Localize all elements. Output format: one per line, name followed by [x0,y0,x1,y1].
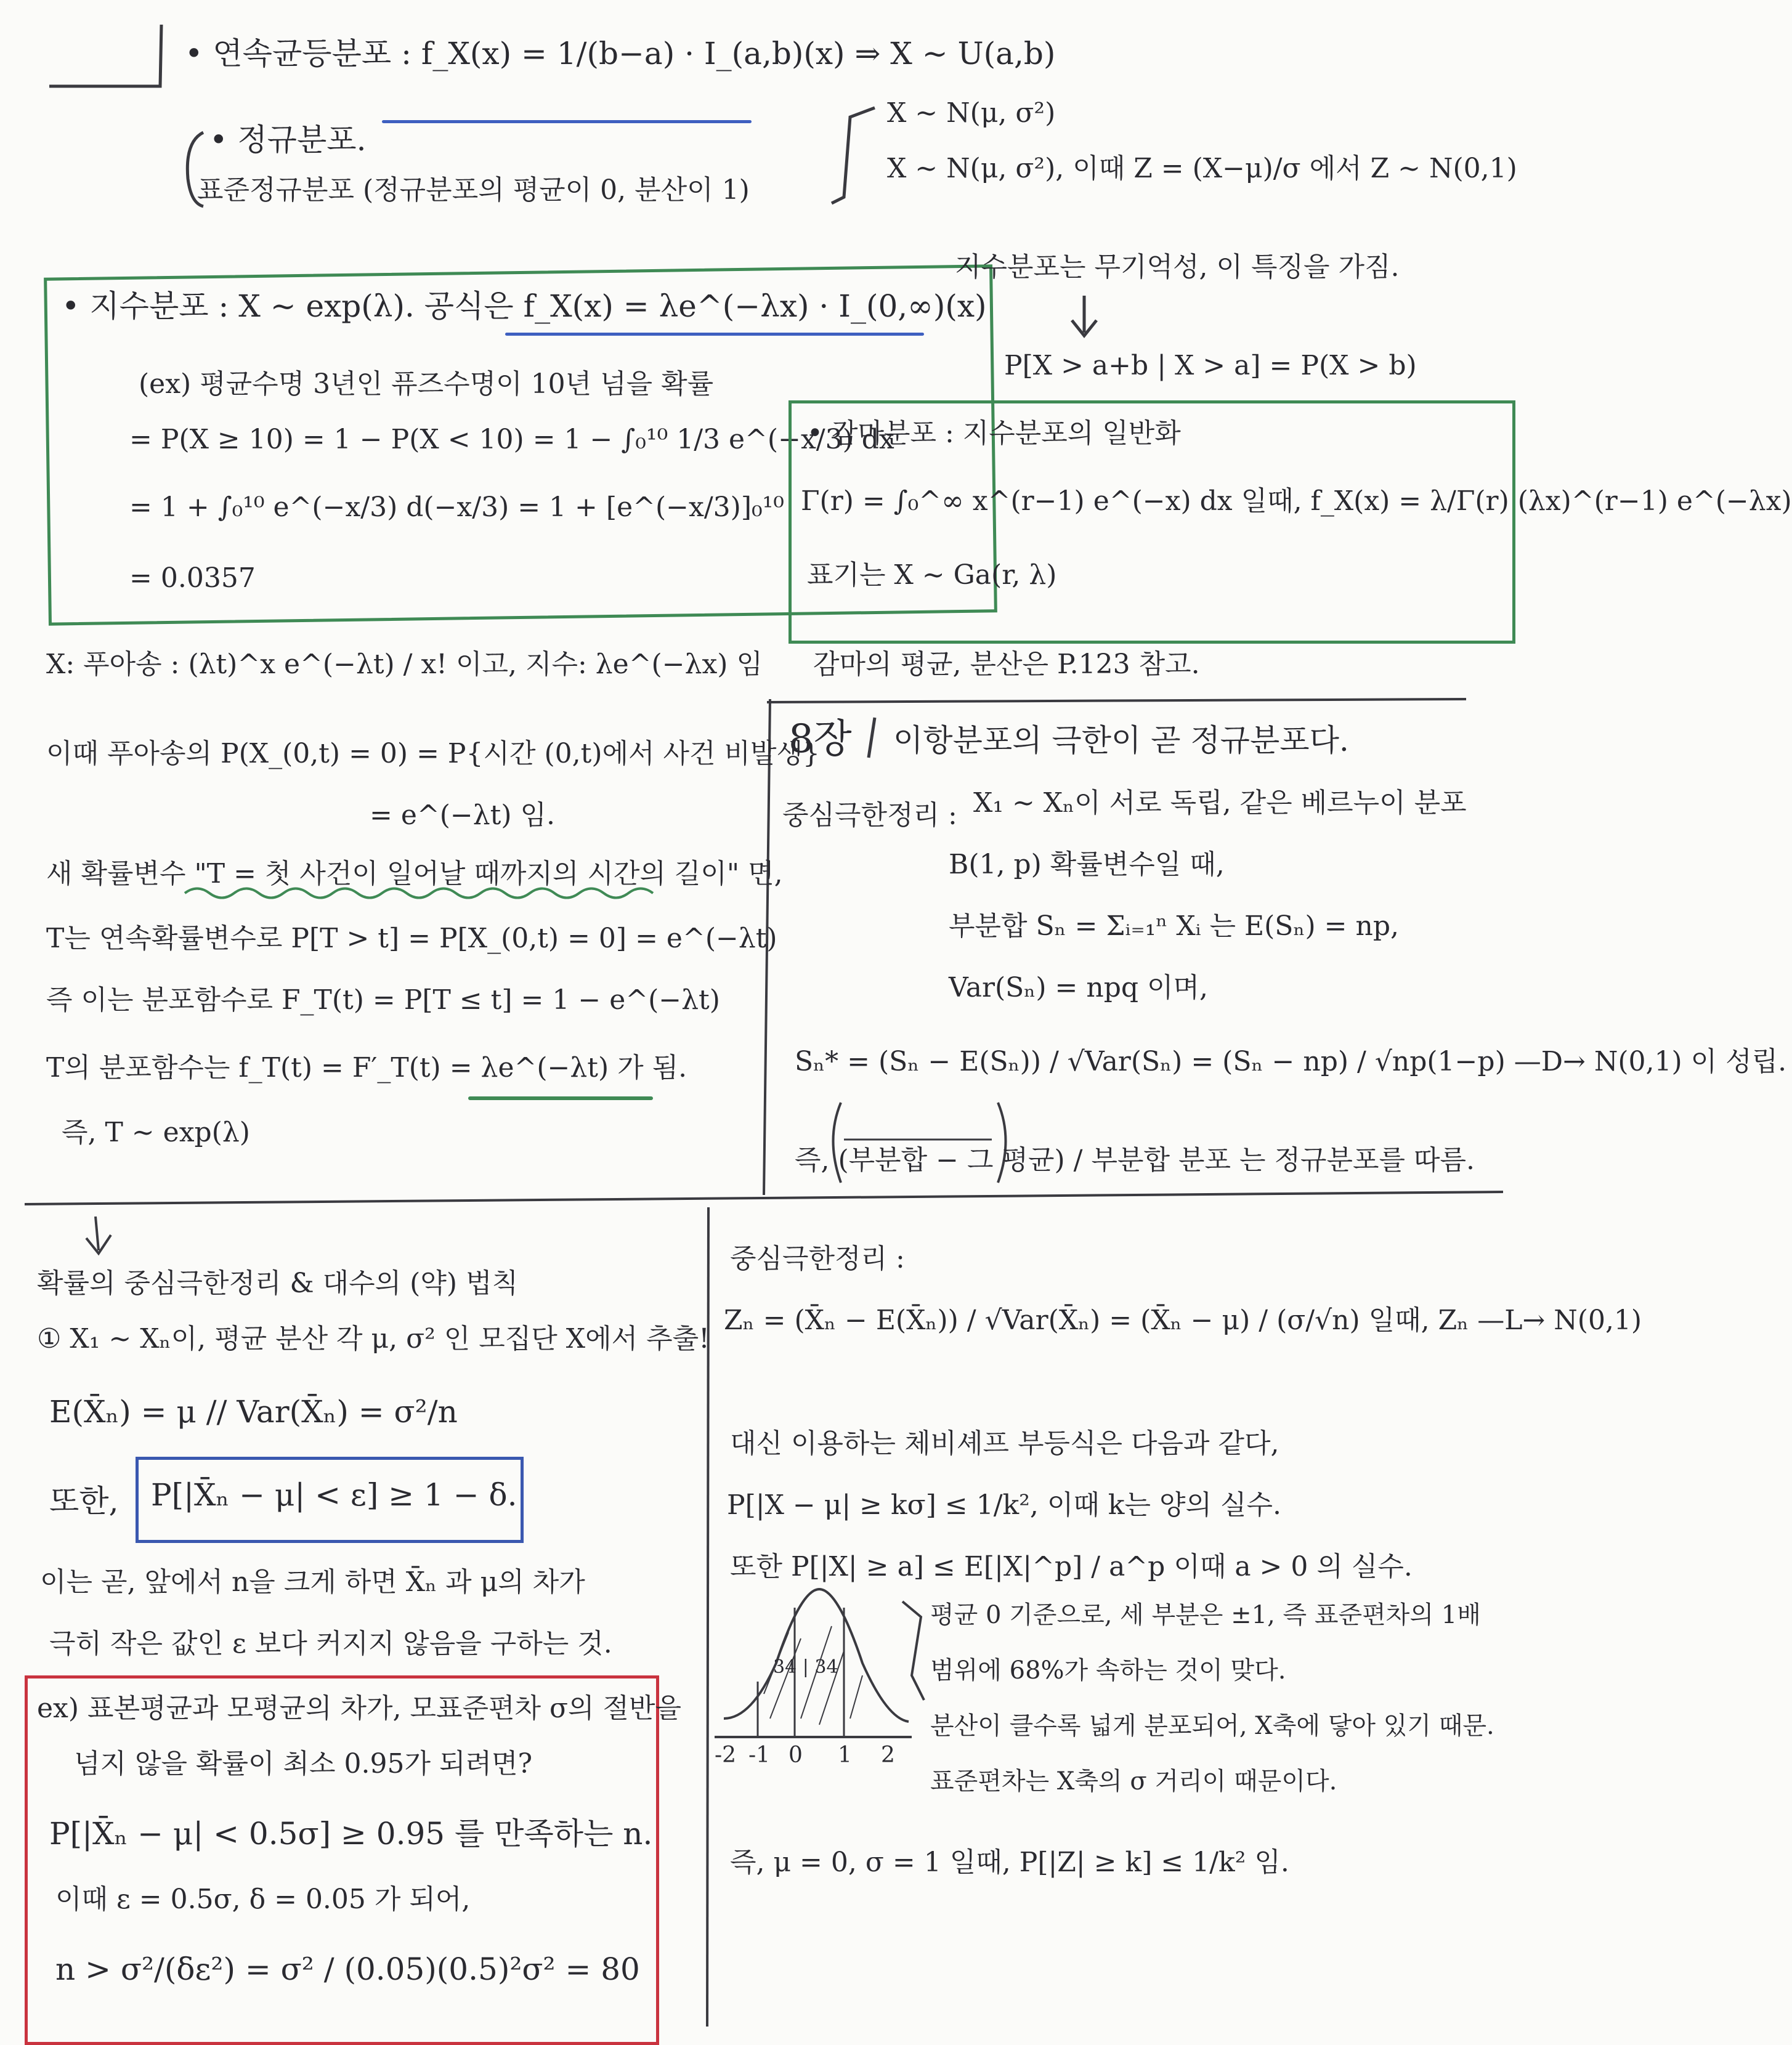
poisson-line-4: 새 확률변수 "T = 첫 사건이 일어날 때까지의 시간의 길이" 면, [46,858,783,889]
curve-tick-m1: -1 [748,1743,771,1768]
curve-note-4: 표준편차는 X축의 σ 거리이 때문이다. [930,1767,1337,1796]
gamma-definition: Γ(r) = ∫₀^∞ x^(r−1) e^(−x) dx 일때, f_X(x) = λ/Γ(r) (λx)^(r−1) e^(−λx) [801,485,1792,517]
curve-note-2: 범위에 68%가 속하는 것이 맞다. [930,1656,1286,1685]
poisson-line-8: 즉, T ~ exp(λ) [62,1117,250,1148]
poisson-line-3: = e^(−λt) 임. [370,800,556,831]
lln-line-2: E(X̄ₙ) = μ // Var(X̄ₙ) = σ²/n [49,1394,458,1430]
uniform-line: • 연속균등분포 : f_X(x) = 1/(b−a) · I_(a,b)(x) ⇒ X ~ U(a,b) [185,36,1056,71]
clt-line-1: X₁ ~ Xₙ이 서로 독립, 같은 베르누이 분포 [973,787,1467,819]
red-example-5: n > σ²/(δε²) = σ² / (0.05)(0.5)²σ² = 80 [55,1951,640,1987]
clt-line-2: B(1, p) 확률변수일 때, [949,849,1225,880]
clt-line-3: 부분합 Sₙ = Σᵢ₌₁ⁿ Xᵢ 는 E(Sₙ) = np, [949,910,1399,942]
curve-tick-0: 0 [789,1743,803,1768]
standard-normal-label: 표준정규분포 (정규분포의 평균이 0, 분산이 1) [197,174,750,206]
clt2-label: 중심극한정리 : [730,1243,905,1274]
poisson-line-2: 이때 푸아송의 P(X_(0,t) = 0) = P{시간 (0,t)에서 사건 비발생} [46,738,821,769]
curve-note-1: 평균 0 기준으로, 세 부분은 ±1, 즉 표준편차의 1배 [930,1601,1481,1629]
lln-line-3: 또한, [49,1483,119,1519]
density-underline [468,1096,653,1100]
gamma-title: • 감마분포 : 지수분포의 일반화 [807,418,1181,449]
exponential-underline [505,333,924,336]
example-line-3: = 1 + ∫₀¹⁰ e^(−x/3) d(−x/3) = 1 + [e^(−x/3)]₀¹⁰ [129,492,784,523]
example-line-1: (ex) 평균수명 3년인 퓨즈수명이 10년 넘을 확률 [139,368,714,400]
clt-label: 중심극한정리 : [782,800,957,831]
curve-region-label: 34 | 34 [773,1656,838,1678]
example-red-box [25,1675,659,2045]
clt-line-5: Sₙ* = (Sₙ − E(Sₙ)) / √Var(Sₙ) = (Sₙ − np) / √np(1−p) —D→ N(0,1) 이 성립. [795,1046,1787,1077]
poisson-line-7: T의 분포함수는 f_T(t) = F′_T(t) = λe^(−λt) 가 됨. [46,1052,687,1083]
gamma-notation: 표기는 X ~ Ga(r, λ) [807,559,1057,591]
normal-label: • 정규분포. [209,122,367,158]
example-line-2: = P(X ≥ 10) = 1 − P(X < 10) = 1 − ∫₀¹⁰ 1/3 e^(−x/3) dx [129,424,894,455]
lln-line-5: 극히 작은 값인 ε 보다 커지지 않음을 구하는 것. [49,1628,612,1659]
example-line-4: = 0.0357 [129,562,256,594]
chebyshev-intro: 대신 이용하는 체비셰프 부등식은 다음과 같다, [730,1428,1279,1459]
curve-tick-2: 2 [881,1743,895,1768]
exponential-definition: • 지수분포 : X ~ exp(λ). 공식은 f_X(x) = λe^(−λx) · I_(0,∞)(x) [62,288,987,324]
poisson-line-1: X: 푸아송 : (λt)^x e^(−λt) / x! 이고, 지수: λe^(−λx) 임 [46,649,763,680]
gamma-reference: 감마의 평균, 분산은 P.123 참고. [813,649,1200,680]
lln-line-1: ① X₁ ~ Xₙ이, 평균 분산 각 μ, σ² 인 모집단 X에서 추출! [37,1323,710,1355]
curve-tick-m2: -2 [715,1743,737,1768]
clt2-formula: Zₙ = (X̄ₙ − E(X̄ₙ)) / √Var(X̄ₙ) = (X̄ₙ − μ) / (σ/√n) 일때, Zₙ —L→ N(0,1) [724,1305,1642,1336]
red-example-3: P[|X̄ₙ − μ| < 0.5σ] ≥ 0.95 를 만족하는 n. [49,1816,653,1852]
chapter-8-label: 8장 [789,716,852,762]
red-example-1: ex) 표본평균과 모평균의 차가, 모표준편차 σ의 절반을 [37,1693,682,1724]
chapter-8-title: 이항분포의 극한이 곧 정규분포다. [893,723,1349,758]
markov-formula: 또한 P[|X| ≥ a] ≤ E[|X|^p] / a^p 이때 a > 0 의 실수. [730,1551,1413,1582]
memoryless-formula: P[X > a+b | X > a] = P(X > b) [1004,350,1417,381]
lln-title: 확률의 중심극한정리 & 대수의 (약) 법칙 [37,1268,518,1299]
normal-right: X ~ N(μ, σ²) [887,97,1056,129]
red-example-4: 이때 ε = 0.5σ, δ = 0.05 가 되어, [55,1884,471,1915]
uniform-underline [382,120,752,123]
standard-normal-right: X ~ N(μ, σ²), 이때 Z = (X−μ)/σ 에서 Z ~ N(0,1) [887,153,1517,184]
memoryless-property: 지수분포는 무기억성, 이 특징을 가짐. [955,251,1400,283]
curve-tick-1: 1 [838,1743,852,1768]
lln-line-4: 이는 곧, 앞에서 n을 크게 하면 X̄ₙ 과 μ의 차가 [40,1566,585,1598]
lln-inequality: P[|X̄ₙ − μ| < ε] ≥ 1 − δ. [151,1477,517,1513]
chebyshev-conclusion: 즉, μ = 0, σ = 1 일때, P[|Z| ≥ k] ≤ 1/k² 임. [730,1847,1289,1878]
curve-note-3: 분산이 클수록 넓게 분포되어, X축에 닿아 있기 때문. [930,1712,1494,1740]
poisson-line-6: 즉 이는 분포함수로 F_T(t) = P[T ≤ t] = 1 − e^(−λt) [46,984,720,1016]
chebyshev-formula: P[|X − μ| ≥ kσ] ≤ 1/k², 이때 k는 양의 실수. [727,1489,1281,1521]
clt-line-6: 즉, (부분합 − 그 평균) / 부분합 분포 는 정규분포를 따름. [795,1144,1475,1176]
red-example-2: 넘지 않을 확률이 최소 0.95가 되려면? [74,1748,533,1780]
poisson-line-5: T는 연속확률변수로 P[T > t] = P[X_(0,t) = 0] = e^(−λt) [46,923,777,954]
clt-line-4: Var(Sₙ) = npq 이며, [949,972,1209,1003]
